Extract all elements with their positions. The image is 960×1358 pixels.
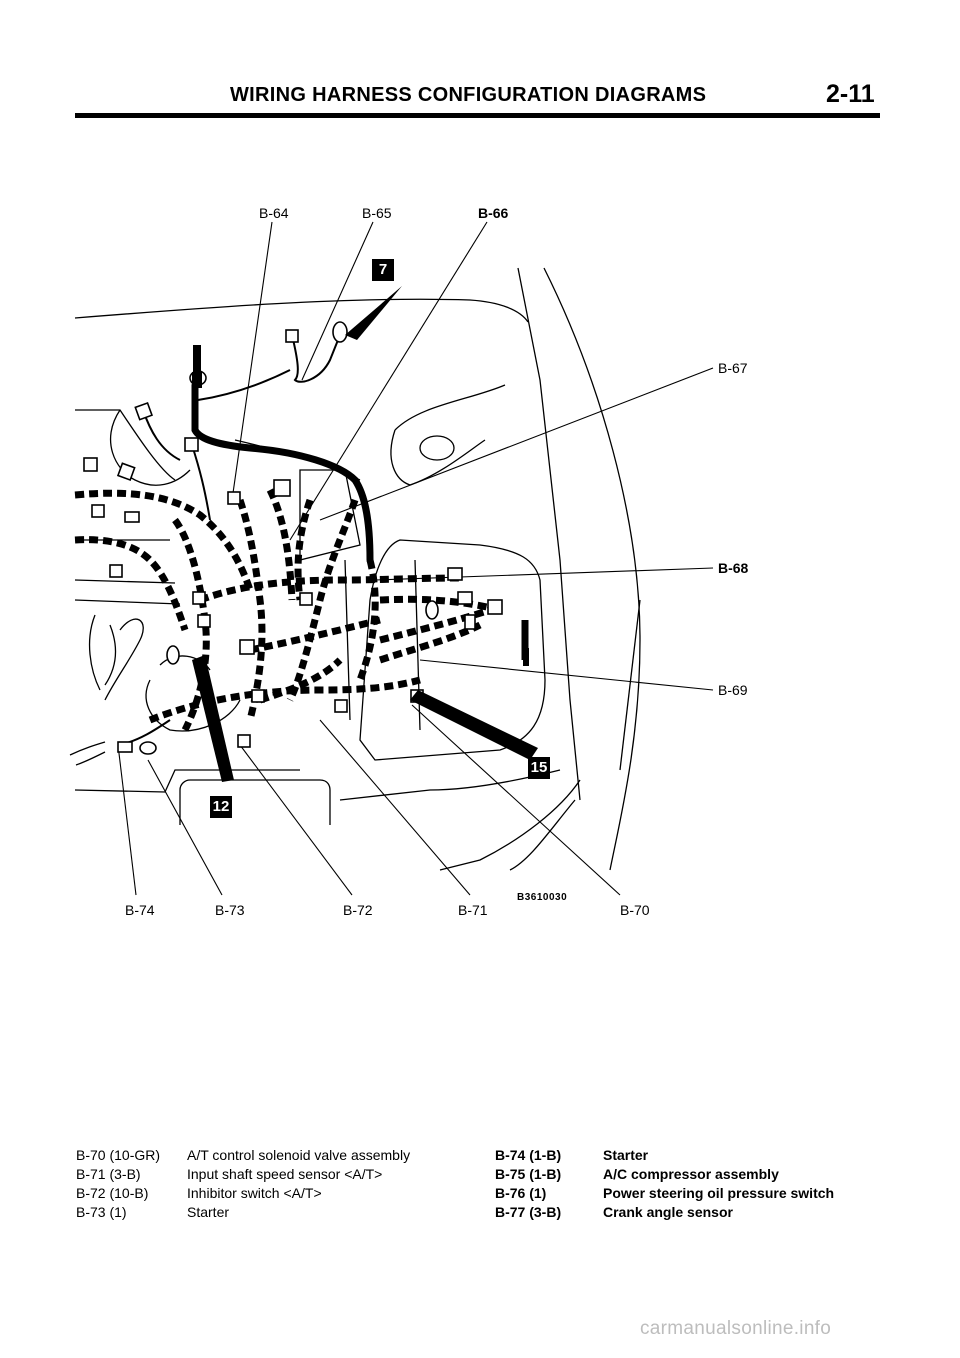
connector-desc: Power steering oil pressure switch — [603, 1185, 835, 1201]
page-title: WIRING HARNESS CONFIGURATION DIAGRAMS — [230, 84, 707, 106]
connector-desc: Starter — [603, 1147, 649, 1163]
label-b72: B-72 — [343, 902, 373, 918]
connector-desc: A/C compressor assembly — [603, 1166, 779, 1182]
label-b71: B-71 — [458, 902, 488, 918]
callout-15: 15 — [528, 757, 550, 779]
figure-code: B3610030 — [517, 892, 568, 903]
legend-row — [495, 1146, 834, 1165]
connector-code: B-72 (10-B) — [76, 1185, 149, 1201]
label-b66: B-66 — [478, 205, 509, 221]
connector-desc: Crank angle sensor — [603, 1204, 733, 1220]
connector-desc: A/T control solenoid valve assembly — [187, 1147, 411, 1163]
label-b69: B-69 — [718, 682, 748, 698]
legend-row — [76, 1165, 410, 1184]
label-b65: B-65 — [362, 205, 392, 221]
connector-code: B-77 (3-B) — [495, 1204, 562, 1220]
legend-row — [76, 1203, 410, 1222]
watermark: carmanualsonline.info — [640, 1318, 832, 1339]
callout-12: 12 — [210, 796, 232, 818]
connector-code: B-76 (1) — [495, 1185, 547, 1201]
label-b73: B-73 — [215, 902, 245, 918]
page-number: 2-11 — [826, 80, 875, 108]
legend-row — [76, 1184, 410, 1203]
connector-desc: Input shaft speed sensor <A/T> — [187, 1166, 383, 1182]
callout-7: 7 — [372, 259, 394, 281]
legend-left — [76, 1146, 410, 1222]
legend-right — [495, 1146, 834, 1222]
legend-row — [495, 1203, 834, 1222]
connector-desc: Starter — [187, 1204, 230, 1220]
label-b74: B-74 — [125, 902, 155, 918]
connector-code: B-73 (1) — [76, 1204, 127, 1220]
legend-row — [495, 1184, 834, 1203]
label-b70: B-70 — [620, 902, 650, 918]
legend-row — [76, 1146, 410, 1165]
connector-code: B-71 (3-B) — [76, 1166, 141, 1182]
connector-code: B-70 (10-GR) — [76, 1147, 161, 1163]
label-b64: B-64 — [259, 205, 289, 221]
connector-code: B-75 (1-B) — [495, 1166, 562, 1182]
connector-code: B-74 (1-B) — [495, 1147, 562, 1163]
label-b68: B-68 — [718, 560, 749, 576]
connector-desc: Inhibitor switch <A/T> — [187, 1185, 322, 1201]
legend-row — [495, 1165, 834, 1184]
label-b67: B-67 — [718, 360, 748, 376]
